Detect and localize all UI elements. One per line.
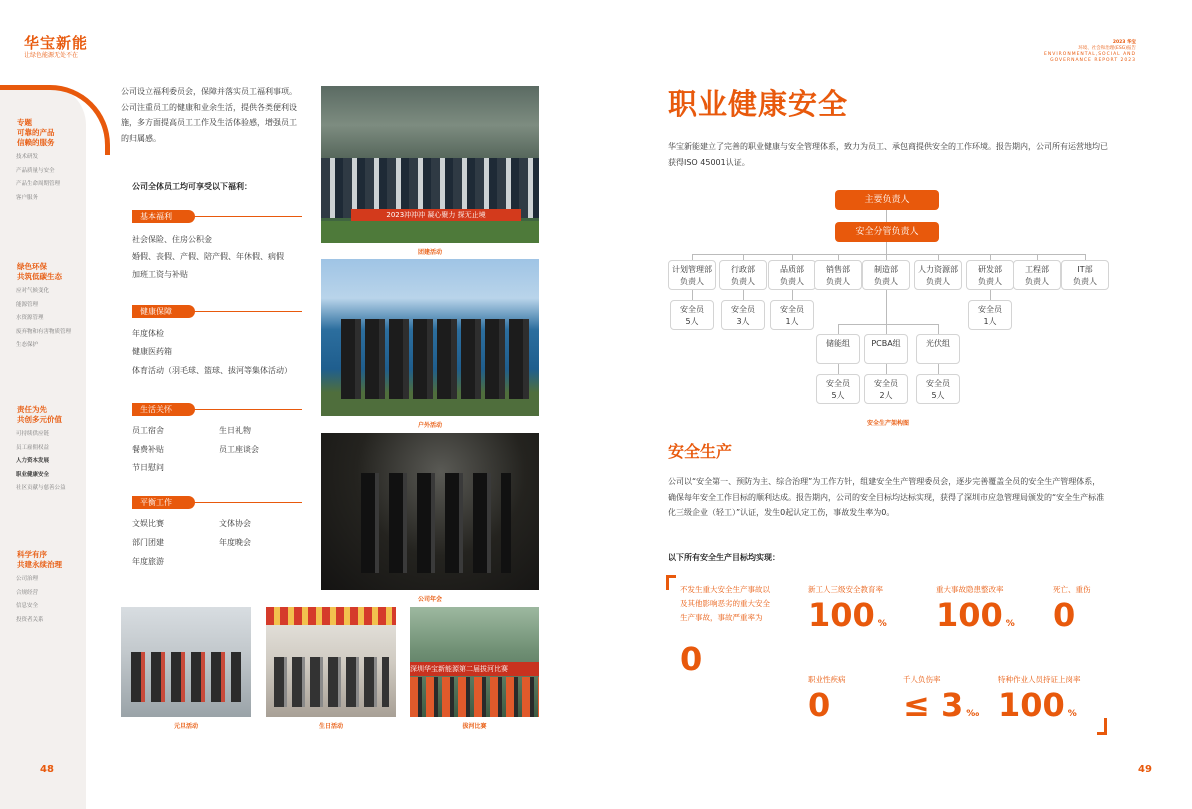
connector	[990, 290, 991, 300]
header-line: GOVERNANCE REPORT 2023	[1050, 58, 1136, 63]
header-line: ENVIRONMENTAL,SOCIAL AND	[1044, 52, 1136, 57]
org-officer: 安全员 1人	[770, 300, 814, 330]
caption: 拔河比赛	[462, 723, 487, 730]
sidebar-section-title[interactable]: 科学有序	[17, 550, 47, 559]
header-line: 环境、社会和治理(ESG)报告	[1078, 46, 1136, 51]
org-dept: 人力资源部 负责人	[914, 260, 962, 290]
org-group: PCBA组	[864, 334, 908, 364]
welfare-item: 年度旅游	[132, 557, 164, 566]
kpi-label: 重大事故隐患整改率	[936, 585, 1004, 594]
caption: 户外活动	[417, 422, 442, 429]
kpi-label: 不发生重大安全生产事故以及其他影响恶劣的重大安全生产事故，事故严重率为	[680, 585, 770, 622]
welfare-item: 年度体检	[132, 329, 164, 338]
connector	[838, 324, 839, 334]
kpi-label: 职业性疾病	[808, 675, 846, 684]
org-dept: 研发部 负责人	[966, 260, 1014, 290]
report-header	[1044, 40, 1136, 64]
connector	[886, 290, 887, 324]
org-group-officer: 安全员 5人	[916, 374, 960, 404]
sidebar-section-title[interactable]: 共筑低碳生态	[17, 272, 62, 281]
welfare-item: 员工座谈会	[219, 445, 259, 454]
brand-logo: 华宝新能	[24, 34, 89, 52]
sidebar-item[interactable]: 技术研发	[16, 154, 39, 160]
kpi-label: 千人负伤率	[903, 675, 941, 684]
tag-basic-welfare: 基本福利	[132, 210, 195, 223]
sidebar-section-title[interactable]: 共建永续治理	[17, 560, 62, 569]
connector	[886, 242, 887, 254]
sidebar-section-title[interactable]: 信赖的服务	[17, 138, 55, 147]
welfare-intro: 公司设立福利委员会，保障并落实员工福利事项。公司注重员工的健康和业余生活，提供各类便利设施，多方面提高员工工作及生活体验感，增强员工的归属感。	[121, 87, 297, 143]
caption: 公司年会	[417, 596, 442, 603]
kpi-value: 100 %	[808, 596, 887, 634]
sidebar-item[interactable]: 职业健康安全	[16, 471, 50, 478]
bracket-open	[666, 575, 676, 590]
kpi-value: 100 %	[998, 686, 1077, 724]
sidebar-section-title[interactable]: 专题	[17, 118, 32, 127]
welfare-item: 员工宿舍	[132, 426, 164, 435]
sidebar-section-title[interactable]: 绿色环保	[17, 262, 47, 271]
people	[131, 652, 241, 702]
welfare-item: 婚假、丧假、产假、陪产假、年休假、病假	[132, 252, 284, 261]
sidebar-item[interactable]: 废弃物和有害物质管理	[16, 328, 72, 335]
org-officer: 安全员 3人	[721, 300, 765, 330]
connector	[938, 324, 939, 334]
org-dept: 计划管理部 负责人	[668, 260, 716, 290]
tag-health: 健康保障	[132, 305, 195, 318]
kpi-value: 0	[680, 640, 703, 678]
org-dept: 品质部 负责人	[768, 260, 816, 290]
welfare-item: 生日礼物	[219, 426, 251, 435]
kpi-label: 新工人三级安全教育率	[808, 585, 883, 594]
page-title: 职业健康安全	[668, 87, 849, 121]
connector	[886, 364, 887, 374]
caption: 团建活动	[417, 249, 442, 256]
kpi-value: 0	[808, 686, 831, 724]
sidebar-section-title[interactable]: 共创多元价值	[17, 415, 62, 424]
org-group-officer: 安全员 5人	[816, 374, 860, 404]
safety-paragraph: 公司以“安全第一、预防为主、综合治理”为工作方针，组建安全生产管理委员会，逐步完善覆盖全员的安全生产管理体系，确保每年安全工作目标的顺利达成。报告期内，公司的安全目标均达标实现，获得了深圳市应急管理局颁发的“安全生产标准化三级企业（轻工）”认证，发生0起认定工伤，事故发生率为0。	[668, 477, 1105, 517]
sidebar-item[interactable]: 产品生命周期管理	[16, 181, 61, 187]
connector	[692, 290, 693, 300]
photo-new-year	[121, 607, 251, 717]
sidebar-item[interactable]: 能源管理	[16, 301, 39, 308]
photo-tug-of-war	[410, 607, 539, 717]
photo-team-building	[321, 86, 539, 243]
tag-life-care: 生活关怀	[132, 403, 195, 416]
org-dept: 行政部 负责人	[719, 260, 767, 290]
org-dept: 制造部 负责人	[862, 260, 910, 290]
connector	[886, 324, 887, 334]
intro-paragraph: 华宝新能建立了完善的职业健康与安全管理体系，致力为员工、承包商提供安全的工作环境。报告期内，公司所有运营地均已获得ISO 45001认证。	[668, 142, 1108, 167]
welfare-item: 餐费补贴	[132, 445, 164, 454]
org-group: 光伏组	[916, 334, 960, 364]
connector	[838, 364, 839, 374]
org-group: 储能组	[816, 334, 860, 364]
connector	[838, 324, 939, 325]
welfare-item: 文娱比赛	[132, 519, 164, 528]
connector	[886, 210, 887, 222]
org-officer: 安全员 5人	[670, 300, 714, 330]
sidebar-item[interactable]: 客户服务	[16, 194, 39, 201]
sidebar-item[interactable]: 可持续供应链	[16, 431, 50, 437]
org-dept: 工程部 负责人	[1013, 260, 1061, 290]
photo-annual-party	[321, 433, 539, 590]
org-officer: 安全员 1人	[968, 300, 1012, 330]
sidebar-item[interactable]: 产品质量与安全	[16, 167, 55, 174]
sidebar-item[interactable]: 员工雇佣权益	[16, 444, 50, 451]
caption: 元旦活动	[173, 723, 198, 730]
welfare-item: 健康医药箱	[132, 347, 172, 356]
group	[341, 319, 531, 399]
sidebar-item[interactable]: 社区贡献与慈善公益	[16, 485, 66, 491]
connector	[692, 254, 1085, 255]
connector	[743, 290, 744, 300]
org-second: 安全分管负责人	[835, 222, 939, 242]
sidebar-section-title[interactable]: 责任为先	[17, 405, 47, 414]
page-number-right: 49	[1138, 764, 1152, 775]
welfare-item: 体育活动（羽毛球、篮球、拔河等集体活动）	[132, 366, 292, 375]
connector	[792, 290, 793, 300]
performers	[361, 473, 511, 573]
org-caption: 安全生产架构图	[866, 420, 909, 427]
targets-title: 以下所有安全生产目标均实现：	[668, 553, 780, 562]
sidebar-item[interactable]: 投资者关系	[16, 616, 44, 623]
welfare-item: 社会保险、住房公积金	[132, 235, 212, 244]
decoration	[266, 607, 396, 625]
grass	[321, 221, 539, 243]
sidebar-item[interactable]: 水资源管理	[16, 315, 44, 321]
photo-birthday	[266, 607, 396, 717]
banner: 深圳华宝新能源第二届拔河比赛	[410, 662, 539, 676]
sidebar-item[interactable]: 人力资本发展	[16, 458, 50, 464]
brand-slogan: 让绿色能源无处不在	[24, 52, 79, 59]
kpi-label: 特种作业人员持证上岗率	[998, 675, 1081, 684]
sidebar-item[interactable]: 公司治理	[16, 576, 39, 582]
sidebar-section-title[interactable]: 可靠的产品	[17, 128, 55, 137]
welfare-item: 年度晚会	[219, 538, 251, 547]
caption: 生日活动	[318, 723, 343, 730]
tag-work-balance: 平衡工作	[132, 496, 195, 509]
banner: 2023冲冲冲 凝心聚力 探无止境	[351, 209, 521, 221]
kpi-label: 死亡、重伤	[1053, 585, 1091, 594]
kpi-value: ≤ 3 ‰	[903, 686, 980, 724]
welfare-item: 节日慰问	[132, 463, 164, 472]
kpi-value: 0	[1053, 596, 1076, 634]
org-dept: 销售部 负责人	[814, 260, 862, 290]
connector	[938, 364, 939, 374]
org-dept: IT部 负责人	[1061, 260, 1109, 290]
kpi-value: 100 %	[936, 596, 1015, 634]
sidebar-item[interactable]: 信息安全	[16, 603, 39, 609]
sidebar-item[interactable]: 应对气候变化	[16, 288, 50, 294]
org-group-officer: 安全员 2人	[864, 374, 908, 404]
sidebar-item[interactable]: 生态保护	[16, 342, 39, 348]
people	[274, 657, 389, 707]
bracket-close	[1097, 718, 1107, 735]
welfare-item: 文体协会	[219, 519, 251, 528]
org-top: 主要负责人	[835, 190, 939, 210]
people	[410, 677, 539, 717]
welfare-title: 公司全体员工均可享受以下福利：	[132, 182, 252, 191]
welfare-item: 部门团建	[132, 538, 164, 547]
page-number-left: 48	[40, 764, 54, 775]
welfare-item: 加班工资与补贴	[132, 270, 188, 279]
photo-outdoor	[321, 259, 539, 416]
sidebar-item[interactable]: 合规经营	[16, 589, 39, 596]
header-line: 2023 华宝	[1112, 40, 1136, 45]
section-title: 安全生产	[668, 442, 733, 461]
